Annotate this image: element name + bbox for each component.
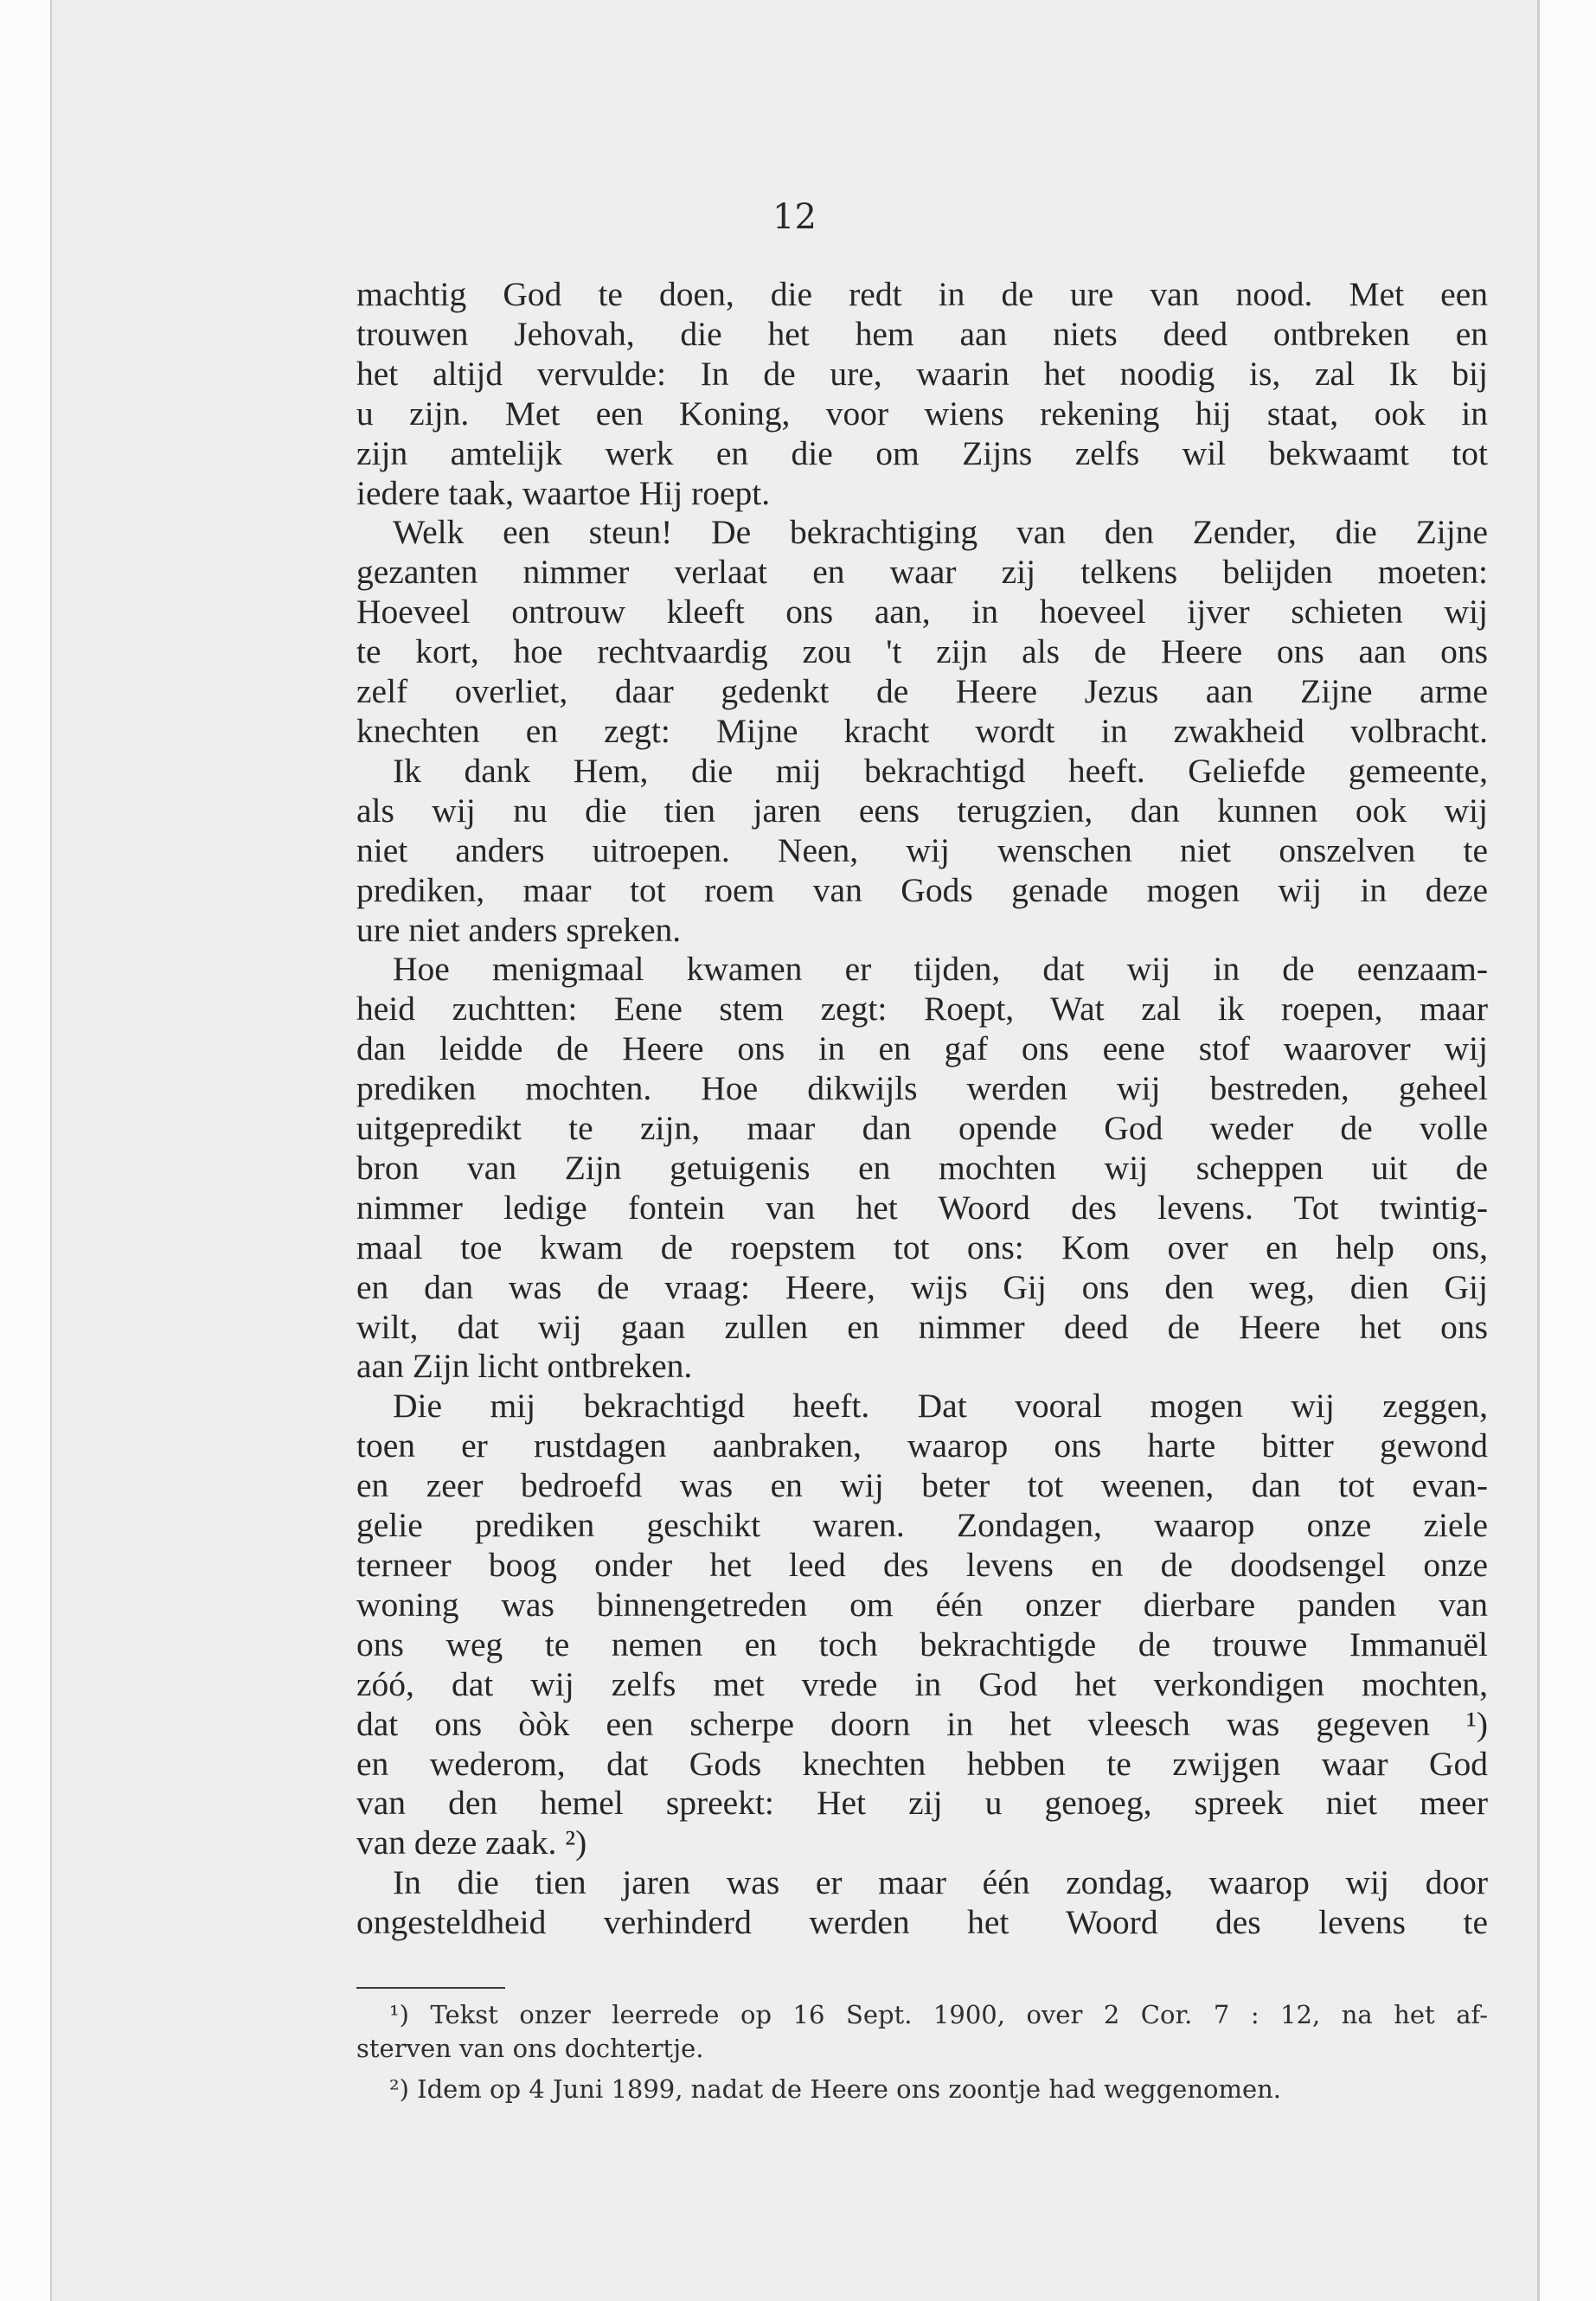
text-line: dat ons òòk een scherpe doorn in het vleesch was gegeven ¹)	[356, 1704, 1488, 1743]
text-line: wilt, dat wij gaan zullen en nimmer deed de Heere het ons	[356, 1307, 1488, 1346]
text-line: van deze zaak. ²)	[356, 1823, 587, 1862]
text-line: niet anders uitroepen. Neen, wij wenschen niet onszelven te	[356, 830, 1488, 869]
text-line: ons weg te nemen en toch bekrachtigde de trouwe Immanuël	[356, 1625, 1488, 1663]
text-line: machtig God te doen, die redt in de ure van nood. Met een	[356, 275, 1488, 313]
text-line: gelie prediken geschikt waren. Zondagen, waarop onze ziele	[356, 1506, 1488, 1545]
text-line: nimmer ledige fontein van het Woord des levens. Tot twintig-	[356, 1188, 1488, 1227]
body-text	[356, 275, 1488, 1943]
text-line: zijn amtelijk werk en die om Zijns zelfs wil bekwaamt tot	[356, 433, 1488, 472]
text-line: Welk een steun! De bekrachtiging van den Zender, die Zijne	[393, 513, 1488, 552]
text-line: uitgepredikt te zijn, maar dan opende God weder de volle	[356, 1109, 1488, 1148]
text-line: Hoeveel ontrouw kleeft ons aan, in hoeveel ijver schieten wij	[356, 593, 1488, 631]
footnote-1-line: ¹) Tekst onzer leerrede op 16 Sept. 1900, over 2 Cor. 7 : 12, na het af-	[389, 2000, 1488, 2029]
text-line: u zijn. Met een Koning, voor wiens rekening hij staat, ook in	[356, 394, 1488, 433]
text-line: Die mij bekrachtigd heeft. Dat vooral mogen wij zeggen,	[393, 1387, 1488, 1426]
text-line: en wederom, dat Gods knechten hebben te zwijgen waar God	[356, 1744, 1488, 1783]
text-line: woning was binnengetreden om één onzer dierbare panden van	[356, 1585, 1488, 1624]
text-line: dan leidde de Heere ons in en gaf ons eene stof waarover wij	[356, 1029, 1488, 1068]
text-line: iedere taak, waartoe Hij roept.	[356, 473, 771, 512]
text-line: aan Zijn licht ontbreken.	[356, 1347, 693, 1386]
footnotes	[356, 1998, 1488, 2106]
text-line: bron van Zijn getuigenis en mochten wij scheppen uit de	[356, 1148, 1488, 1187]
page-sheet	[50, 0, 1540, 2301]
text-line: prediken mochten. Hoe dikwijls werden wij bestreden, geheel	[356, 1069, 1488, 1108]
text-line: knechten en zegt: Mijne kracht wordt in zwakheid volbracht.	[356, 711, 1488, 750]
text-line: Hoe menigmaal kwamen er tijden, dat wij in de eenzaam-	[393, 950, 1488, 989]
page-number: 12	[772, 197, 817, 237]
text-line: Ik dank Hem, die mij bekrachtigd heeft. Geliefde gemeente,	[393, 751, 1488, 790]
text-line: en zeer bedroefd was en wij beter tot weenen, dan tot evan-	[356, 1466, 1488, 1505]
text-line: maal toe kwam de roepstem tot ons: Kom over en help ons,	[356, 1227, 1488, 1266]
text-line: heid zuchtten: Eene stem zegt: Roept, Wat zal ik roepen, maar	[356, 990, 1488, 1029]
text-line: ure niet anders spreken.	[356, 910, 682, 949]
text-line: zelf overliet, daar gedenkt de Heere Jezus aan Zijne arme	[356, 672, 1488, 711]
footnote-2-line: ²) Idem op 4 Juni 1899, nadat de Heere ons zoontje had weggenomen.	[389, 2074, 1282, 2104]
footnote-divider	[356, 1987, 505, 1989]
text-line: en dan was de vraag: Heere, wijs Gij ons den weg, dien Gij	[356, 1267, 1488, 1306]
text-line: terneer boog onder het leed des levens en de doodsengel onze	[356, 1546, 1488, 1584]
text-line: In die tien jaren was er maar één zondag, waarop wij door	[393, 1863, 1488, 1902]
footnote-1-line: sterven van ons dochtertje.	[356, 2034, 704, 2063]
text-line: prediken, maar tot roem van Gods genade mogen wij in deze	[356, 870, 1488, 909]
text-line: zóó, dat wij zelfs met vrede in God het verkondigen mochten,	[356, 1664, 1488, 1703]
text-line: ongesteldheid verhinderd werden het Woord des levens te	[356, 1903, 1488, 1942]
text-line: trouwen Jehovah, die het hem aan niets deed ontbreken en	[356, 314, 1488, 353]
text-line: het altijd vervulde: In de ure, waarin het noodig is, zal Ik bij	[356, 354, 1488, 393]
text-line: van den hemel spreekt: Het zij u genoeg, spreek niet meer	[356, 1784, 1488, 1823]
text-line: gezanten nimmer verlaat en waar zij telkens belijden moeten:	[356, 553, 1488, 592]
text-line: te kort, hoe rechtvaardig zou 't zijn als de Heere ons aan ons	[356, 632, 1488, 671]
text-line: toen er rustdagen aanbraken, waarop ons harte bitter gewond	[356, 1426, 1488, 1465]
text-line: als wij nu die tien jaren eens terugzien, dan kunnen ook wij	[356, 791, 1488, 830]
